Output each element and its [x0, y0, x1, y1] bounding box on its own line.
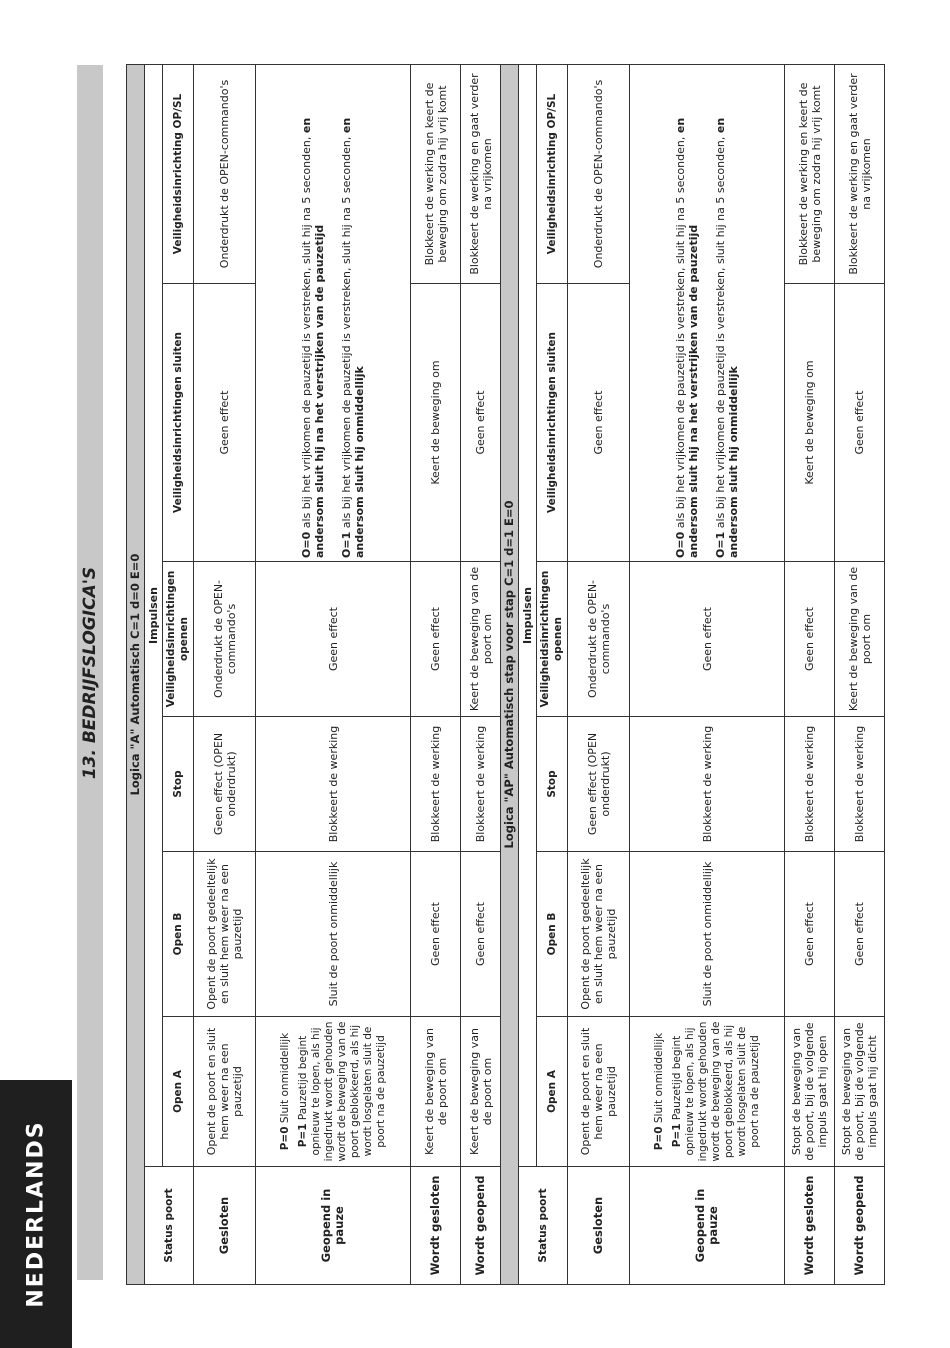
table-cell: Blokkeert de werking — [785, 717, 835, 852]
status-cell: Geopend in pauze — [630, 1167, 785, 1285]
table-a-status-header: Status poort — [145, 1167, 194, 1285]
table-row — [194, 64, 256, 1284]
table-cell: Blokkeert de werking — [461, 717, 501, 852]
p0-label: P=0 — [652, 1126, 665, 1151]
o1-label: O=1 — [340, 531, 353, 558]
table-cell: Geen effect — [461, 852, 501, 1017]
table-cell: Onderdrukt de OPEN-commando's — [568, 562, 630, 717]
table-row — [411, 64, 461, 1284]
language-label: NEDERLANDS — [23, 1120, 49, 1308]
table-cell: Keert de beweging om — [785, 284, 835, 562]
p0-label: P=0 — [278, 1126, 291, 1151]
table-cell: Stopt de beweging van de poort, bij de volgende impuls gaat hij open — [785, 1017, 835, 1167]
table-a-column-header-row — [163, 64, 194, 1284]
status-cell: Gesloten — [194, 1167, 256, 1285]
table-cell: Sluit de poort onmiddellijk — [630, 852, 785, 1017]
o0-bold: en andersom sluit hij na het verstrijken van de pauzetijd — [674, 117, 700, 558]
table-cell: Blokkeert de werking — [630, 717, 785, 852]
section-title-bar — [77, 65, 103, 1280]
table-row — [461, 64, 501, 1284]
table-a-caption: Logica "A" Automatisch C=1 d=0 E=0 — [127, 64, 145, 1284]
table-cell: Keert de beweging van de poort om — [461, 562, 501, 717]
table-ap-caption: Logica "AP" Automatisch stap voor stap C=1 d=1 E=0 — [501, 64, 519, 1284]
table-cell: Geen effect — [568, 284, 630, 562]
table-cell: Geen effect — [461, 284, 501, 562]
table-a-impulses-header: Impulsen — [145, 64, 163, 1166]
p1-text: Pauzetijd begint opnieuw te lopen, als hij ingedrukt wordt gehouden wordt de beweging van de poort geblokkeerd, als hij wordt losgelaten sluit de poort na de pauzetijd — [670, 1021, 761, 1162]
status-cell: Wordt gesloten — [411, 1167, 461, 1285]
table-cell: Blokkeert de werking — [256, 717, 411, 852]
column-header: Stop — [163, 717, 194, 852]
table-cell: Blokkeert de werking — [411, 717, 461, 852]
table-cell: Geen effect (OPEN onderdrukt) — [568, 717, 630, 852]
table-cell: Geen effect (OPEN onderdrukt) — [194, 717, 256, 852]
table-row — [630, 64, 785, 1284]
table-cell: Stopt de beweging van de poort, bij de volgende impuls gaat hij dicht — [835, 1017, 885, 1167]
column-header: Open A — [537, 1017, 568, 1167]
table-cell: Opent de poort gedeeltelijk en sluit hem weer na een pauzetijd — [568, 852, 630, 1017]
table-cell: Geen effect — [785, 562, 835, 717]
o0-text: als bij het vrijkomen de pauzetijd is verstreken, sluit hij na 5 seconden, — [300, 133, 313, 532]
table-cell — [630, 1017, 785, 1167]
table-cell: Geen effect — [256, 562, 411, 717]
table-cell: Keert de beweging van de poort om — [411, 1017, 461, 1167]
o1-line — [714, 68, 740, 558]
table-cell: Onderdrukt de OPEN-commando's — [568, 64, 630, 283]
table-cell: Blokkeert de werking — [835, 717, 885, 852]
o1-bold: en andersom sluit hij onmiddellijk — [340, 117, 366, 558]
status-cell: Wordt gesloten — [785, 1167, 835, 1285]
table-cell: Blokkeert de werking en gaat verder na vrijkomen — [461, 64, 501, 283]
table-cell: Keert de beweging van de poort om — [835, 562, 885, 717]
table-ap-impulses-header: Impulsen — [519, 64, 537, 1166]
p0-text: Sluit onmiddellijk — [652, 1032, 665, 1127]
p0-line — [653, 1020, 666, 1163]
table-cell: Opent de poort en sluit hem weer na een pauzetijd — [568, 1017, 630, 1167]
o0-line — [674, 68, 700, 558]
status-cell: Gesloten — [568, 1167, 630, 1285]
column-header: Veiligheidsinrichting OP/SL — [163, 64, 194, 283]
table-cell: Sluit de poort onmiddellijk — [256, 852, 411, 1017]
column-header: Stop — [537, 717, 568, 852]
table-row — [256, 64, 411, 1284]
p1-label: P=1 — [296, 1123, 309, 1148]
table-cell: Blokkeert de werking en keert de beweging om zodra hij vrij komt — [411, 64, 461, 283]
o0-text: als bij het vrijkomen de pauzetijd is verstreken, sluit hij na 5 seconden, — [674, 133, 687, 532]
o1-line — [340, 68, 366, 558]
table-cell: Keert de beweging om — [411, 284, 461, 562]
column-header: Open B — [163, 852, 194, 1017]
table-cell-merged — [630, 64, 785, 561]
table-cell: Opent de poort en sluit hem weer na een pauzetijd — [194, 1017, 256, 1167]
table-ap-caption-row — [501, 64, 519, 1284]
o1-text: als bij het vrijkomen de pauzetijd is verstreken, sluit hij na 5 seconden, — [714, 133, 727, 532]
status-cell: Geopend in pauze — [256, 1167, 411, 1285]
o1-text: als bij het vrijkomen de pauzetijd is verstreken, sluit hij na 5 seconden, — [340, 133, 353, 532]
column-header: Veiligheidsinrichting OP/SL — [537, 64, 568, 283]
column-header: Veiligheidsinrichtingen sluiten — [537, 284, 568, 562]
p1-label: P=1 — [670, 1123, 683, 1148]
o0-label: O=0 — [300, 531, 313, 558]
table-cell — [256, 1017, 411, 1167]
table-ap-impulses-row — [519, 64, 537, 1284]
o1-label: O=1 — [714, 531, 727, 558]
table-ap-column-header-row — [537, 64, 568, 1284]
table-cell: Geen effect — [630, 562, 785, 717]
table-row — [785, 64, 835, 1284]
logic-tables — [126, 64, 885, 1285]
section-title: 13. BEDRIJFSLOGICA'S — [80, 566, 100, 779]
p1-line — [671, 1020, 762, 1163]
column-header: Veiligheidsinrichtingen openen — [537, 562, 568, 717]
p1-line — [297, 1020, 388, 1163]
table-cell: Geen effect — [411, 852, 461, 1017]
table-cell: Blokkeert de werking en gaat verder na vrijkomen — [835, 64, 885, 283]
language-tab — [0, 1080, 72, 1348]
status-cell: Wordt geopend — [835, 1167, 885, 1285]
table-row — [835, 64, 885, 1284]
table-row — [568, 64, 630, 1284]
column-header: Veiligheidsinrichtingen sluiten — [163, 284, 194, 562]
table-cell: Geen effect — [411, 562, 461, 717]
table-cell: Geen effect — [785, 852, 835, 1017]
table-ap-status-header: Status poort — [519, 1167, 568, 1285]
rotated-content — [126, 65, 879, 1285]
o0-bold: en andersom sluit hij na het verstrijken van de pauzetijd — [300, 117, 326, 558]
table-cell: Onderdrukt de OPEN-commando's — [194, 562, 256, 717]
table-cell: Geen effect — [835, 852, 885, 1017]
o1-bold: en andersom sluit hij onmiddellijk — [714, 117, 740, 558]
table-a-impulses-row — [145, 64, 163, 1284]
p0-text: Sluit onmiddellijk — [278, 1032, 291, 1127]
column-header: Open A — [163, 1017, 194, 1167]
status-cell: Wordt geopend — [461, 1167, 501, 1285]
table-cell: Blokkeert de werking en keert de beweging om zodra hij vrij komt — [785, 64, 835, 283]
table-cell: Onderdrukt de OPEN-commando's — [194, 64, 256, 283]
table-cell-merged — [256, 64, 411, 561]
table-cell: Opent de poort gedeeltelijk en sluit hem weer na een pauzetijd — [194, 852, 256, 1017]
table-a-caption-row — [127, 64, 145, 1284]
o0-label: O=0 — [674, 531, 687, 558]
table-cell: Geen effect — [194, 284, 256, 562]
column-header: Open B — [537, 852, 568, 1017]
p1-text: Pauzetijd begint opnieuw te lopen, als hij ingedrukt wordt gehouden wordt de beweging van de poort geblokkeerd, als hij wordt losgelaten sluit de poort na de pauzetijd — [296, 1021, 387, 1162]
p0-line — [279, 1020, 292, 1163]
table-cell: Geen effect — [835, 284, 885, 562]
table-cell: Keert de beweging van de poort om — [461, 1017, 501, 1167]
o0-line — [300, 68, 326, 558]
column-header: Veiligheidsinrichtingen openen — [163, 562, 194, 717]
